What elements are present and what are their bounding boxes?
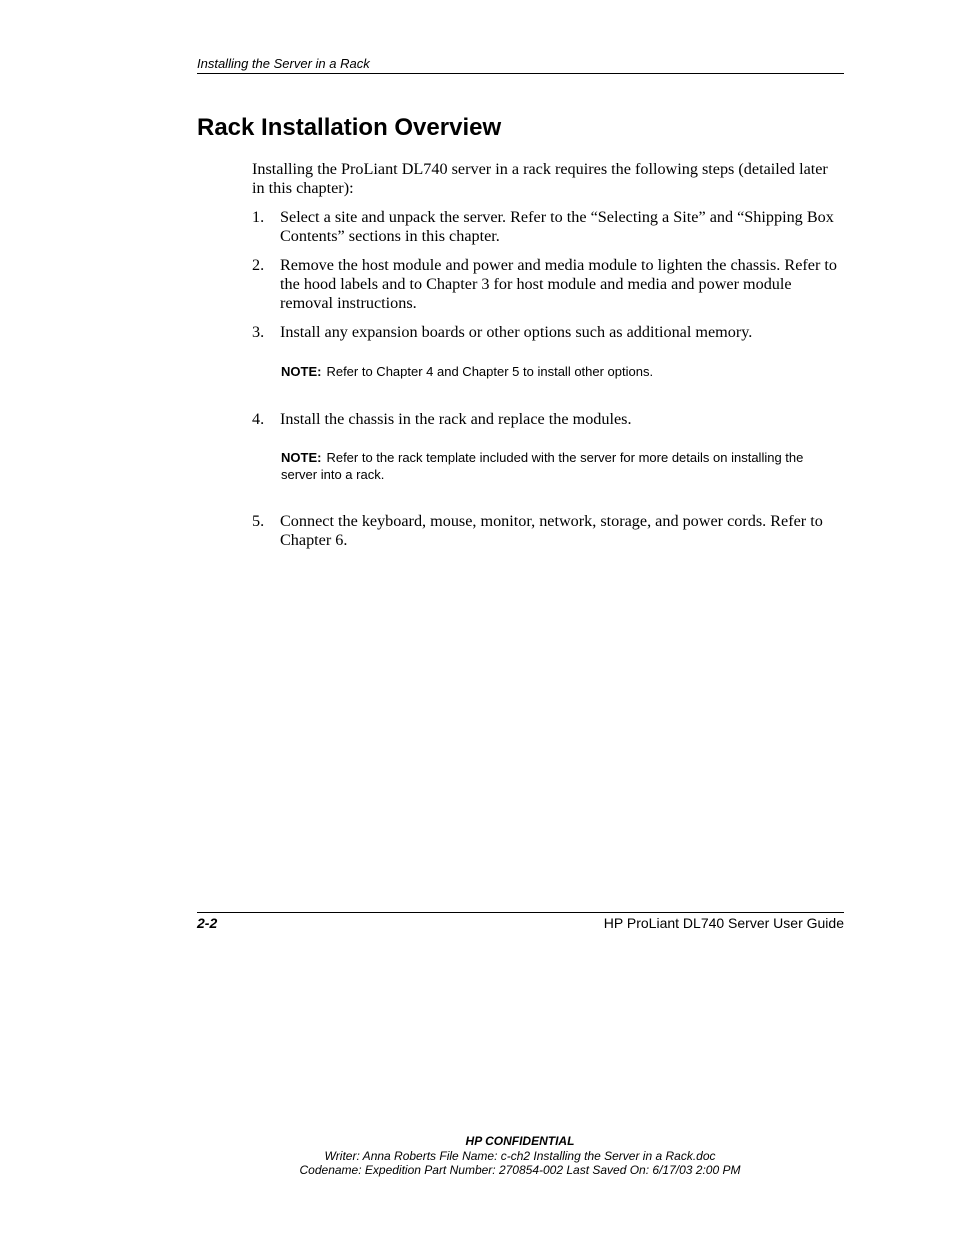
step-text: Install any expansion boards or other options such as additional memory. <box>280 323 753 341</box>
step-1 <box>252 208 844 246</box>
note-text: Refer to Chapter 4 and Chapter 5 to install other options. <box>326 364 654 379</box>
step-3 <box>252 323 844 342</box>
step-text: Install the chassis in the rack and replace the modules. <box>280 410 632 428</box>
step-2 <box>252 256 844 313</box>
note-label: NOTE: <box>281 364 322 379</box>
book-title: HP ProLiant DL740 Server User Guide <box>603 915 844 931</box>
step-number: 3. <box>252 323 265 341</box>
footer-rule <box>197 912 844 913</box>
section-title: Rack Installation Overview <box>197 114 502 141</box>
confidential-block <box>0 1134 954 1178</box>
step-number: 4. <box>252 410 265 428</box>
note-label: NOTE: <box>281 450 322 465</box>
step-number: 1. <box>252 208 265 226</box>
confidential-codename-line: Codename: Expedition Part Number: 270854-002 Last Saved On: 6/17/03 2:00 PM <box>299 1163 741 1177</box>
confidential-title: HP CONFIDENTIAL <box>465 1134 575 1148</box>
note-1 <box>281 363 837 380</box>
note-text: Refer to the rack template included with the server for more details on installing the server into a rack. <box>281 450 804 482</box>
header-rule <box>197 73 844 74</box>
step-text: Remove the host module and power and media module to lighten the chassis. Refer to the hood labels and to Chapter 3 for host module and media and power module removal instructions. <box>280 256 837 312</box>
step-number: 5. <box>252 512 265 530</box>
step-4 <box>252 410 844 429</box>
confidential-writer-line: Writer: Anna Roberts File Name: c-ch2 Installing the Server in a Rack.doc <box>324 1148 716 1163</box>
step-5 <box>252 512 844 550</box>
step-text: Select a site and unpack the server. Refer to the “Selecting a Site” and “Shipping Box Contents” sections in this chapter. <box>280 208 834 245</box>
step-number: 2. <box>252 256 265 274</box>
note-2 <box>281 449 837 483</box>
running-header: Installing the Server in a Rack <box>197 56 370 71</box>
step-text: Connect the keyboard, mouse, monitor, network, storage, and power cords. Refer to Chapter 6. <box>280 512 823 549</box>
intro-paragraph: Installing the ProLiant DL740 server in a rack requires the following steps (detailed later in this chapter): <box>252 160 828 197</box>
page-number: 2-2 <box>197 915 218 931</box>
